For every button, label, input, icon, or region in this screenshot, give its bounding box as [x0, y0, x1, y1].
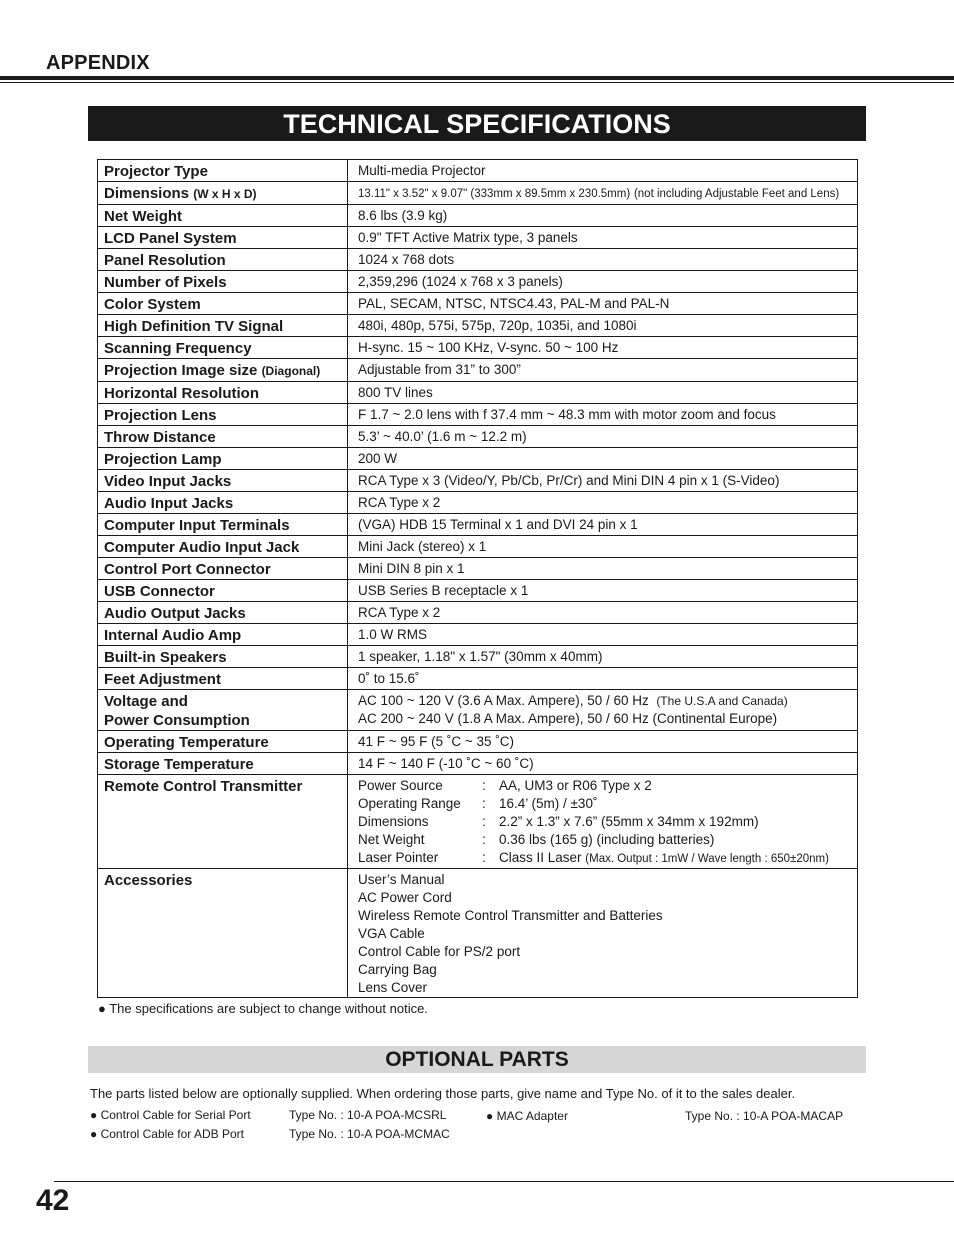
voltage-line-1: [358, 692, 857, 710]
voltage-label-line1: Voltage and: [104, 693, 188, 710]
spec-value: [348, 205, 858, 227]
spec-value-text: 2,359,296 (1024 x 768 x 3 panels): [358, 274, 563, 289]
accessory-item: Control Cable for PS/2 port: [358, 944, 521, 959]
remote-spec-value-text: Class II Laser: [499, 850, 582, 865]
spec-label-text: Video Input Jacks: [104, 473, 232, 490]
remote-spec-value: [499, 795, 857, 813]
spec-label-text: Throw Distance: [104, 429, 216, 446]
spec-value-text: 0.9" TFT Active Matrix type, 3 panels: [358, 230, 578, 245]
spec-value-text: 1 speaker, 1.18" x 1.57" (30mm x 40mm): [358, 649, 603, 664]
spec-label-text: High Definition TV Signal: [104, 318, 284, 335]
spec-row: [98, 227, 858, 249]
spec-label: [98, 558, 348, 580]
spec-row: [98, 448, 858, 470]
spec-row: [98, 492, 858, 514]
spec-label-text: Built-in Speakers: [104, 649, 227, 666]
spec-label-text: Computer Input Terminals: [104, 517, 290, 534]
spec-row: [98, 646, 858, 668]
spec-label-text: Horizontal Resolution: [104, 385, 259, 402]
remote-spec-value: [499, 777, 857, 795]
spec-label: [98, 624, 348, 646]
spec-label-text: Projection Lamp: [104, 451, 222, 468]
spec-row-accessories: [98, 869, 858, 998]
footer-rule: [54, 1181, 954, 1182]
optional-parts-title: OPTIONAL PARTS: [88, 1046, 866, 1073]
accessory-item: Carrying Bag: [358, 962, 437, 977]
spec-label-text: LCD Panel System: [104, 230, 237, 247]
remote-spec-row: [358, 813, 857, 831]
spec-row: [98, 337, 858, 359]
spec-value-text: Mini DIN 8 pin x 1: [358, 561, 465, 576]
remote-spec-colon: :: [482, 850, 486, 865]
spec-label: [98, 602, 348, 624]
spec-value-text: 0˚ to 15.6˚: [358, 671, 420, 686]
spec-value-text: (VGA) HDB 15 Terminal x 1 and DVI 24 pin x 1: [358, 517, 638, 532]
spec-note-text: The specifications are subject to change without notice.: [109, 1001, 428, 1016]
part-type-serial: [289, 1108, 446, 1122]
spec-value-text: 8.6 lbs (3.9 kg): [358, 208, 448, 223]
remote-spec-colon: :: [482, 814, 486, 829]
spec-value: [348, 337, 858, 359]
spec-value: [348, 470, 858, 492]
voltage-line-1-note: (The U.S.A and Canada): [656, 694, 788, 708]
type-number: 10-A POA-MCSRL: [347, 1108, 447, 1122]
spec-value-text: 5.3’ ~ 40.0’ (1.6 m ~ 12.2 m): [358, 429, 527, 444]
spec-value: [348, 382, 858, 404]
spec-row-voltage: [98, 690, 858, 731]
spec-label-text: Color System: [104, 296, 201, 313]
spec-label-text: Computer Audio Input Jack: [104, 539, 300, 556]
spec-label: [98, 205, 348, 227]
remote-spec-value: [499, 831, 857, 849]
spec-value: [348, 536, 858, 558]
remote-spec-row: [358, 777, 857, 795]
spec-label: [98, 690, 348, 731]
part-type-adb: [289, 1127, 450, 1141]
spec-label: [98, 227, 348, 249]
section-heading: APPENDIX: [46, 52, 150, 74]
spec-label: [98, 646, 348, 668]
spec-label: [98, 514, 348, 536]
spec-label-text: Control Port Connector: [104, 561, 271, 578]
spec-label-qualifier: (W x H x D): [193, 187, 257, 201]
remote-spec-key: Operating Range: [358, 796, 461, 811]
spec-value-text: 1.0 W RMS: [358, 627, 428, 642]
remote-spec-value-text: 0.36 lbs (165 g) (including batteries): [499, 832, 715, 847]
spec-value: [348, 271, 858, 293]
spec-value: [348, 775, 858, 869]
remote-spec-value-text: AA, UM3 or R06 Type x 2: [499, 778, 652, 793]
spec-label: [98, 293, 348, 315]
spec-row: [98, 359, 858, 382]
spec-value: [348, 227, 858, 249]
spec-row: [98, 293, 858, 315]
spec-label-text: Net Weight: [104, 208, 183, 225]
spec-value: [348, 249, 858, 271]
accessory-item: Wireless Remote Control Transmitter and Batteries: [358, 908, 663, 923]
spec-label: [98, 753, 348, 775]
remote-spec-key: Dimensions: [358, 814, 429, 829]
spec-label: [98, 448, 348, 470]
remote-spec-key: Laser Pointer: [358, 850, 439, 865]
remote-spec-colon: :: [482, 778, 486, 793]
remote-spec-value: [499, 813, 857, 831]
voltage-line-2: AC 200 ~ 240 V (1.8 A Max. Ampere), 50 / 60 Hz (Continental Europe): [358, 711, 778, 726]
spec-value-text: 200 W: [358, 451, 398, 466]
voltage-label-line2: Power Consumption: [104, 712, 250, 729]
accessory-item: AC Power Cord: [358, 890, 452, 905]
remote-spec-value: [499, 849, 857, 868]
spec-label-text: Scanning Frequency: [104, 340, 252, 357]
optional-parts-intro: The parts listed below are optionally supplied. When ordering those parts, give name and Type No. of it to the sales dealer.: [90, 1086, 796, 1101]
specifications-table: [97, 159, 858, 998]
spec-row: [98, 249, 858, 271]
spec-label: [98, 382, 348, 404]
page-number: 42: [36, 1184, 70, 1217]
spec-value: [348, 359, 858, 382]
spec-label: [98, 315, 348, 337]
part-name-adb: ● Control Cable for ADB Port: [90, 1127, 244, 1141]
type-label: Type No. :: [289, 1127, 344, 1141]
spec-value-text: Mini Jack (stereo) x 1: [358, 539, 487, 554]
spec-row: [98, 470, 858, 492]
remote-spec-key: Power Source: [358, 778, 443, 793]
part-name-serial: ● Control Cable for Serial Port: [90, 1108, 251, 1122]
spec-value-text: 14 F ~ 140 F (-10 ˚C ~ 60 ˚C): [358, 756, 534, 771]
spec-row: [98, 624, 858, 646]
spec-value: [348, 753, 858, 775]
spec-label: [98, 580, 348, 602]
spec-label-text: Dimensions: [104, 185, 190, 202]
spec-label-text: Projection Lens: [104, 407, 217, 424]
spec-value: [348, 514, 858, 536]
spec-label: [98, 426, 348, 448]
spec-label: [98, 359, 348, 382]
remote-spec-row: [358, 795, 857, 813]
spec-label: [98, 337, 348, 359]
part-name-mac: ● MAC Adapter: [486, 1109, 568, 1123]
spec-row: [98, 514, 858, 536]
spec-row: [98, 382, 858, 404]
spec-value: [348, 624, 858, 646]
spec-label: [98, 404, 348, 426]
spec-value-text: H-sync. 15 ~ 100 KHz, V-sync. 50 ~ 100 Hz: [358, 340, 619, 355]
spec-label-text: Operating Temperature: [104, 734, 269, 751]
spec-value: [348, 448, 858, 470]
spec-label: [98, 492, 348, 514]
spec-value: [348, 558, 858, 580]
spec-row: [98, 271, 858, 293]
spec-value-text: F 1.7 ~ 2.0 lens with f 37.4 mm ~ 48.3 mm with motor zoom and focus: [358, 407, 776, 422]
spec-label-text: Panel Resolution: [104, 252, 226, 269]
remote-spec-row: [358, 849, 857, 868]
spec-label: [98, 536, 348, 558]
spec-label-text: Storage Temperature: [104, 756, 254, 773]
spec-row: [98, 753, 858, 775]
accessory-item: VGA Cable: [358, 926, 425, 941]
remote-spec-key: Net Weight: [358, 832, 425, 847]
spec-label: [98, 668, 348, 690]
spec-row: [98, 558, 858, 580]
spec-label-text: Projector Type: [104, 163, 208, 180]
remote-spec-colon: :: [482, 832, 486, 847]
spec-value-text: RCA Type x 2: [358, 605, 441, 620]
spec-row: [98, 160, 858, 182]
spec-value-text: RCA Type x 3 (Video/Y, Pb/Cb, Pr/Cr) and Mini DIN 4 pin x 1 (S-Video): [358, 473, 780, 488]
type-label: Type No. :: [685, 1109, 740, 1123]
header-rule: [0, 76, 954, 80]
type-label: Type No. :: [289, 1108, 344, 1122]
spec-value-text: 41 F ~ 95 F (5 ˚C ~ 35 ˚C): [358, 734, 515, 749]
spec-label: [98, 249, 348, 271]
spec-value: [348, 182, 858, 205]
spec-value: [348, 315, 858, 337]
spec-row: [98, 182, 858, 205]
spec-row-remote: [98, 775, 858, 869]
accessory-item: User’s Manual: [358, 872, 445, 887]
spec-label: [98, 470, 348, 492]
remote-spec-row: [358, 831, 857, 849]
part-type-mac: [685, 1109, 843, 1123]
spec-value-text: 1024 x 768 dots: [358, 252, 455, 267]
spec-value: [348, 731, 858, 753]
remote-spec-colon: :: [482, 796, 486, 811]
spec-value: [348, 160, 858, 182]
spec-row: [98, 205, 858, 227]
spec-value-text: PAL, SECAM, NTSC, NTSC4.43, PAL-M and PAL-N: [358, 296, 670, 311]
remote-spec-value-text: 2.2” x 1.3” x 7.6” (55mm x 34mm x 192mm): [499, 814, 759, 829]
page-title: TECHNICAL SPECIFICATIONS: [88, 106, 866, 141]
spec-note: ● The specifications are subject to change without notice.: [98, 1001, 428, 1016]
spec-label-text: Number of Pixels: [104, 274, 227, 291]
part-name-text: Control Cable for Serial Port: [100, 1108, 251, 1122]
voltage-line-1-text: AC 100 ~ 120 V (3.6 A Max. Ampere), 50 / 60 Hz: [358, 693, 649, 708]
spec-value-note: (not including Adjustable Feet and Lens): [633, 188, 840, 200]
spec-label: [98, 160, 348, 182]
spec-label: [98, 271, 348, 293]
spec-row: [98, 668, 858, 690]
spec-value-text: 480i, 480p, 575i, 575p, 720p, 1035i, and 1080i: [358, 318, 637, 333]
spec-value: [348, 404, 858, 426]
spec-value-text: Multi-media Projector: [358, 163, 486, 178]
spec-label-qualifier: (Diagonal): [261, 364, 321, 378]
spec-value: [348, 492, 858, 514]
remote-spec-value-text: 16.4’ (5m) / ±30˚: [499, 796, 598, 811]
spec-label-text: Internal Audio Amp: [104, 627, 242, 644]
spec-label: Remote Control Transmitter: [98, 775, 348, 869]
spec-value-text: Adjustable from 31” to 300”: [358, 362, 521, 377]
spec-row: [98, 602, 858, 624]
header-rule-thin: [0, 82, 954, 83]
spec-row: [98, 404, 858, 426]
remote-spec-value-note: (Max. Output : 1mW / Wave length : 650±20nm): [585, 853, 829, 865]
part-name-text: Control Cable for ADB Port: [100, 1127, 244, 1141]
spec-row: [98, 580, 858, 602]
spec-label-text: USB Connector: [104, 583, 215, 600]
spec-value-text: RCA Type x 2: [358, 495, 441, 510]
spec-row: [98, 731, 858, 753]
spec-label: [98, 182, 348, 205]
spec-value: [348, 646, 858, 668]
spec-value: [348, 602, 858, 624]
spec-value: [348, 668, 858, 690]
spec-label-text: Audio Output Jacks: [104, 605, 246, 622]
spec-label: Accessories: [98, 869, 348, 998]
spec-row: [98, 315, 858, 337]
spec-label-text: Projection Image size: [104, 362, 258, 379]
part-name-text: MAC Adapter: [496, 1109, 568, 1123]
spec-value: [348, 690, 858, 731]
spec-value-text: 13.11" x 3.52" x 9.07" (333mm x 89.5mm x 230.5mm): [358, 188, 631, 200]
type-number: 10-A POA-MACAP: [743, 1109, 844, 1123]
spec-value: [348, 580, 858, 602]
spec-value: [348, 426, 858, 448]
spec-row: [98, 536, 858, 558]
type-number: 10-A POA-MCMAC: [347, 1127, 450, 1141]
spec-row: [98, 426, 858, 448]
spec-value: [348, 869, 858, 998]
spec-value: [348, 293, 858, 315]
spec-label: [98, 731, 348, 753]
accessory-item: Lens Cover: [358, 980, 428, 995]
spec-label-text: Feet Adjustment: [104, 671, 221, 688]
spec-value-text: 800 TV lines: [358, 385, 433, 400]
spec-value-text: USB Series B receptacle x 1: [358, 583, 529, 598]
spec-label-text: Audio Input Jacks: [104, 495, 234, 512]
